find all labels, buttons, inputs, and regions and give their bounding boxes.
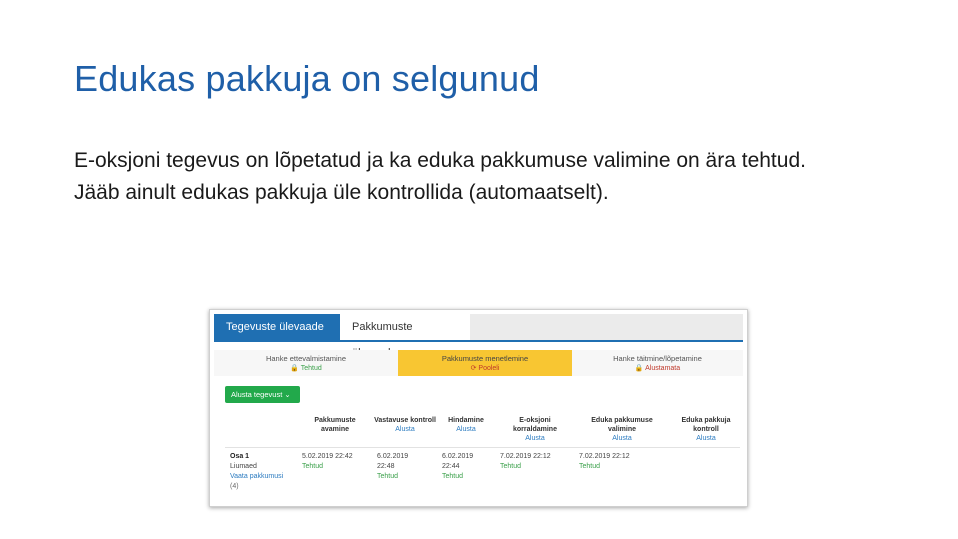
column-header-evaluation: Hindamine Alusta — [436, 416, 496, 434]
column-header-opening: Pakkumuste avamine — [314, 417, 356, 433]
column-header-selection: Eduka pakkumuse valimine Alusta — [580, 416, 664, 443]
header-divider — [225, 447, 740, 448]
table-cell: 7.02.2019 22:12 Tehtud — [579, 453, 630, 470]
view-bids-link[interactable]: Vaata pakkumusi — [230, 473, 284, 480]
table-cell: 7.02.2019 22:12 Tehtud — [500, 453, 551, 470]
tab-bar — [214, 314, 743, 342]
start-link[interactable]: Alusta — [612, 435, 632, 442]
step-completion[interactable] — [572, 350, 743, 376]
step-label: Hanke täitmine/lõpetamine — [613, 354, 702, 363]
step-label: Pakkumuste menetlemine — [441, 354, 529, 363]
chevron-down-icon: ⌄ — [284, 390, 291, 399]
step-status: 🔒 Alustamata — [634, 365, 681, 372]
table-cell: 6.02.2019 22:48 Tehtud — [377, 453, 409, 480]
step-status: 🔒 Tehtud — [290, 365, 322, 372]
tab-bids-overview[interactable]: Pakkumuste — [340, 314, 470, 340]
table-cell: 6.02.2019 22:44 Tehtud — [442, 453, 474, 480]
step-processing[interactable] — [398, 350, 572, 376]
step-preparation[interactable] — [214, 350, 398, 376]
process-steps — [214, 350, 743, 376]
column-header-auction: E-oksjoni korraldamine Alusta — [502, 416, 568, 443]
procurement-screenshot — [209, 309, 748, 507]
lock-icon: 🔒 — [290, 365, 299, 372]
table-cell: 5.02.2019 22:42 Tehtud — [302, 453, 353, 470]
column-header-compliance: Vastavuse kontroll Alusta — [372, 416, 438, 434]
lot-cell: Osa 1 Liumaed Vaata pakkumusi (4) — [230, 453, 284, 490]
step-label: Hanke ettevalmistamine — [265, 354, 347, 363]
start-activity-button[interactable]: Alusta tegevust ⌄ — [225, 386, 300, 403]
body-paragraph-2: Jääb ainult edukas pakkuja üle kontrollida (automaatselt). — [74, 181, 609, 204]
lock-icon: 🔒 — [634, 365, 644, 372]
refresh-icon: ⟳ — [470, 365, 477, 372]
start-link[interactable]: Alusta — [456, 426, 476, 433]
start-link[interactable]: Alusta — [696, 435, 716, 442]
slide-body — [74, 148, 914, 212]
start-link[interactable]: Alusta — [395, 426, 415, 433]
slide-title: Edukas pakkuja on selgunud — [74, 58, 540, 99]
tab-activities-overview[interactable]: Tegevuste ülevaade — [214, 314, 340, 340]
step-status: ⟳ Pooleli — [470, 365, 500, 372]
start-link[interactable]: Alusta — [525, 435, 545, 442]
column-header-winner-check: Eduka pakkuja kontroll Alusta — [670, 416, 742, 443]
body-paragraph-1: E-oksjoni tegevus on lõpetatud ja ka eduka pakkumuse valimine on ära tehtud. — [74, 149, 806, 172]
